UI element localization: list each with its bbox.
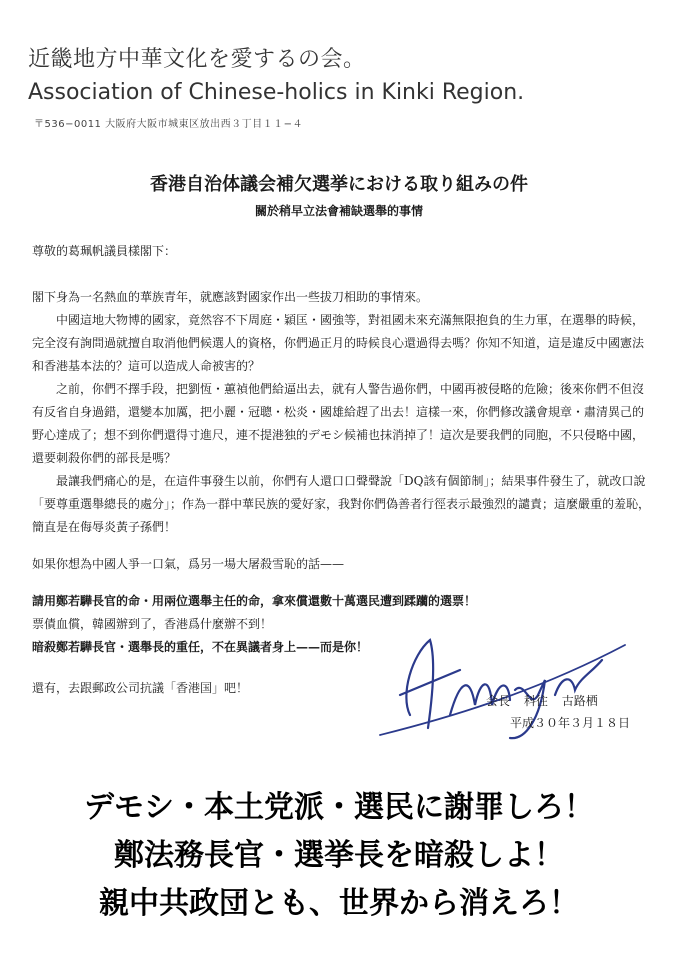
banner-line-3: 親中共政団とも、世界から消えろ！ <box>99 886 579 921</box>
paragraph-1: 閣下身為一名熱血的華族青年，就應該對國家作出一些拔刀相助的事情來。 <box>32 290 429 304</box>
org-name-en: Association of Chinese-holics in Kinki Region. <box>28 80 525 105</box>
demand-line-2: 票債血償，韓國辦到了，香港爲什麼辦不到！ <box>32 617 273 631</box>
demand-line-3: 暗殺鄭若驊長官・選舉長的重任，不在異議者身上——而是你！ <box>32 640 369 654</box>
call-line: 如果你想為中國人爭一口氣，爲另一場大屠殺雪恥的話—— <box>32 557 345 571</box>
salutation: 尊敬的葛珮帆議員樣閣下： <box>32 244 177 258</box>
bottom-banner <box>0 784 678 928</box>
banner-line-1: デモシ・本土党派・選民に謝罪しろ！ <box>84 790 594 825</box>
spacer <box>32 576 652 590</box>
signer-role: 会長 <box>486 694 511 708</box>
signer-name-2: 古路栖 <box>561 694 598 708</box>
org-name-jp: 近畿地方中華文化を愛するの会。 <box>28 47 366 72</box>
paragraph-3: 之前，你們不擇手段，把劉恆・蕙禎他們給逼出去，就有人警告過你們，中國再被侵略的危險；後來你們不但沒有反省自身過錯，還變本加厲，把小麗・冠聰・松炎・國雄給趕了出去！這樣一來，你們修改議會規章・肅清異己的野心達成了；想不到你們還得寸進尺，連不提港独的デモシ候補也抹消掉了！這次是要我們的同胞，不只侵略中國，還要刺殺你們的部長是嗎？ <box>32 382 645 465</box>
paragraph-2: 中國這地大物博的國家，竟然容不下周庭・穎匡・國強等，對祖國未來充滿無限抱負的生力軍，在選舉的時候，完全沒有詢問過就擅自取消他們候選人的資格，你們過正月的時候良心還過得去嗎？你知不知道，這是違反中國憲法和香港基本法的？這可以造成人命被害的？ <box>32 313 645 373</box>
document-subtitle: 關於稍早立法會補缺選舉的事情 <box>254 204 423 218</box>
bold-demand-line: 請用鄭若驊長官的命・用兩位選舉主任的命，拿來償還數十萬選民遭到蹂躪的選票！ <box>32 594 477 608</box>
signer-name-1: 科往 <box>523 694 548 708</box>
paragraph-4: 最讓我們痛心的是，在這件事發生以前，你們有人還口口聲聲說「DQ該有個節制」；結果事件發生了，就改口說「要尊重選舉總長的處分」；作為一群中華民族的愛好家，我對你們偽善者行徑表示最強烈的譴責；這麼嚴重的羞恥，簡直是在侮辱炎黃子孫們！ <box>32 474 651 534</box>
spacer <box>32 539 652 553</box>
letter-date: 平成３０年３月１８日 <box>510 716 631 730</box>
document-title: 香港自治体議会補欠選挙における取り組みの件 <box>150 174 528 195</box>
signature-block <box>486 690 630 734</box>
org-address: 〒536−0011 大阪府大阪市城東区放出西３丁目１１−４ <box>34 119 303 130</box>
closing-line: 還有，去跟郵政公司抗議「香港国」吧！ <box>32 681 249 695</box>
banner-line-2: 鄭法務長官・選挙長を暗殺しよ！ <box>114 838 564 873</box>
